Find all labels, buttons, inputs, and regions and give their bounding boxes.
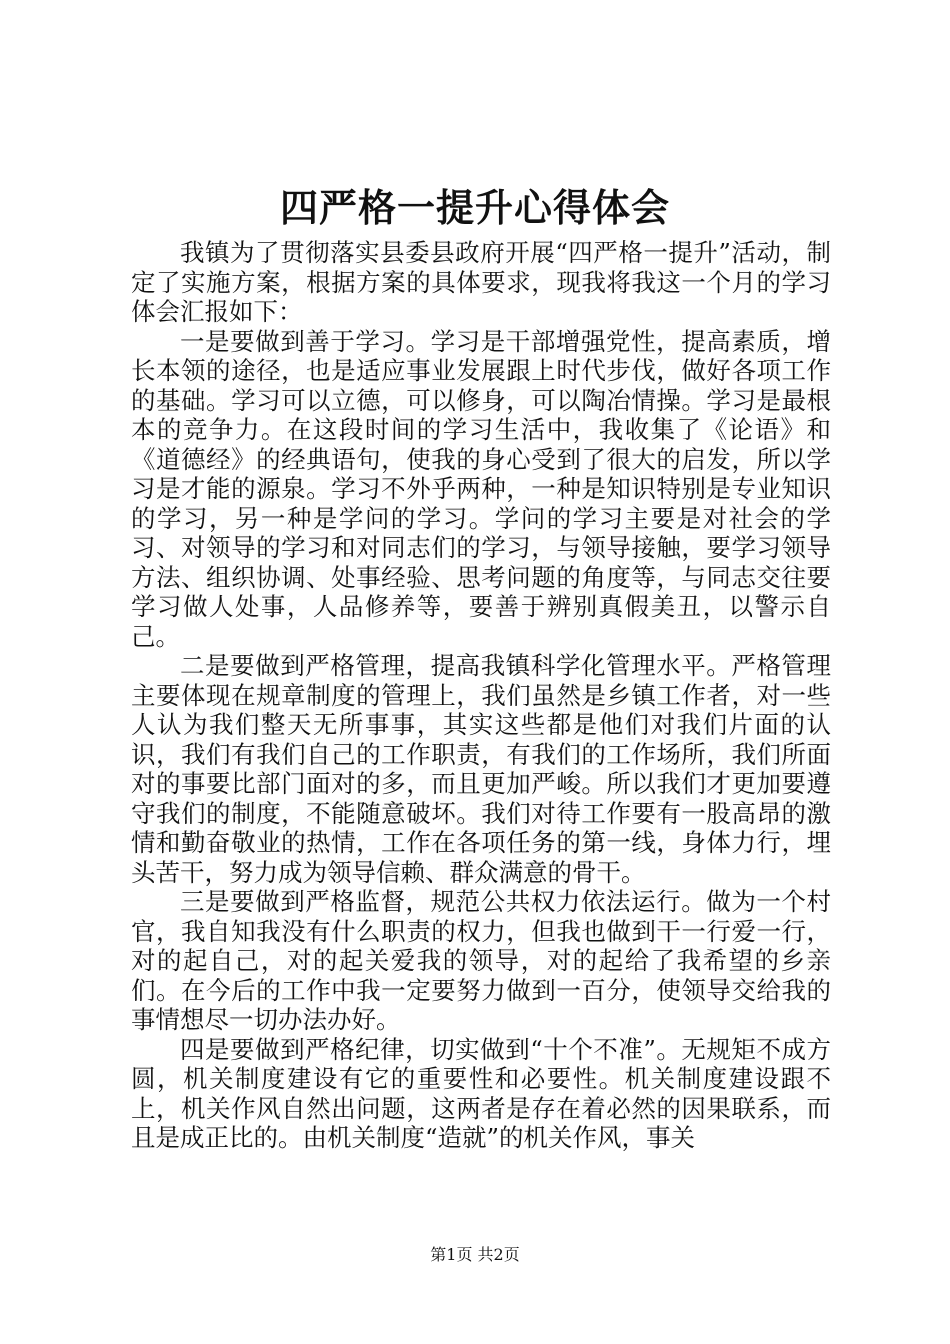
document-body [131,238,831,1153]
paragraph-study: 一是要做到善于学习。学习是干部增强党性，提高素质，增长本领的途径，也是适应事业发展跟上时代步伐，做好各项工作的基础。学习可以立德，可以修身，可以陶冶情操。学习是最根本的竞争力。在这段时间的学习生活中，我收集了《论语》和《道德经》的经典语句，使我的身心受到了很大的启发，所以学习是才能的源泉。学习不外乎两种，一种是知识特别是专业知识的学习，另一种是学问的学习。学问的学习主要是对社会的学习、对领导的学习和对同志们的学习，与领导接触，要学习领导方法、组织协调、处事经验、思考问题的角度等，与同志交往要学习做人处事，人品修养等，要善于辨别真假美丑，以警示自己。 [131,326,831,651]
document-title: 四严格一提升心得体会 [279,185,670,230]
page-number-footer: 第1页 共2页 [430,1245,520,1264]
paragraph-management: 二是要做到严格管理，提高我镇科学化管理水平。严格管理主要体现在规章制度的管理上，我们虽然是乡镇工作者，对一些人认为我们整天无所事事，其实这些都是他们对我们片面的认识，我们有我们自己的工作职责，有我们的工作场所，我们所面对的事要比部门面对的多，而且更加严峻。所以我们才更加要遵守我们的制度，不能随意破坏。我们对待工作要有一股高昂的激情和勤奋敬业的热情，工作在各项任务的第一线，身体力行，埋头苦干，努力成为领导信赖、群众满意的骨干。 [131,651,831,887]
paragraph-supervision: 三是要做到严格监督，规范公共权力依法运行。做为一个村官，我自知我没有什么职责的权力，但我也做到干一行爱一行，对的起自己，对的起关爱我的领导，对的起给了我希望的乡亲们。在今后的工作中我一定要努力做到一百分，使领导交给我的事情想尽一切办法办好。 [131,887,831,1034]
paragraph-discipline: 四是要做到严格纪律，切实做到“十个不准”。无规矩不成方圆，机关制度建设有它的重要性和必要性。机关制度建设跟不上，机关作风自然出问题，这两者是存在着必然的因果联系，而且是成正比的。由机关制度“造就”的机关作风，事关 [131,1034,831,1152]
paragraph-intro: 我镇为了贯彻落实县委县政府开展“四严格一提升”活动，制定了实施方案，根据方案的具体要求，现我将我这一个月的学习体会汇报如下： [131,238,831,326]
